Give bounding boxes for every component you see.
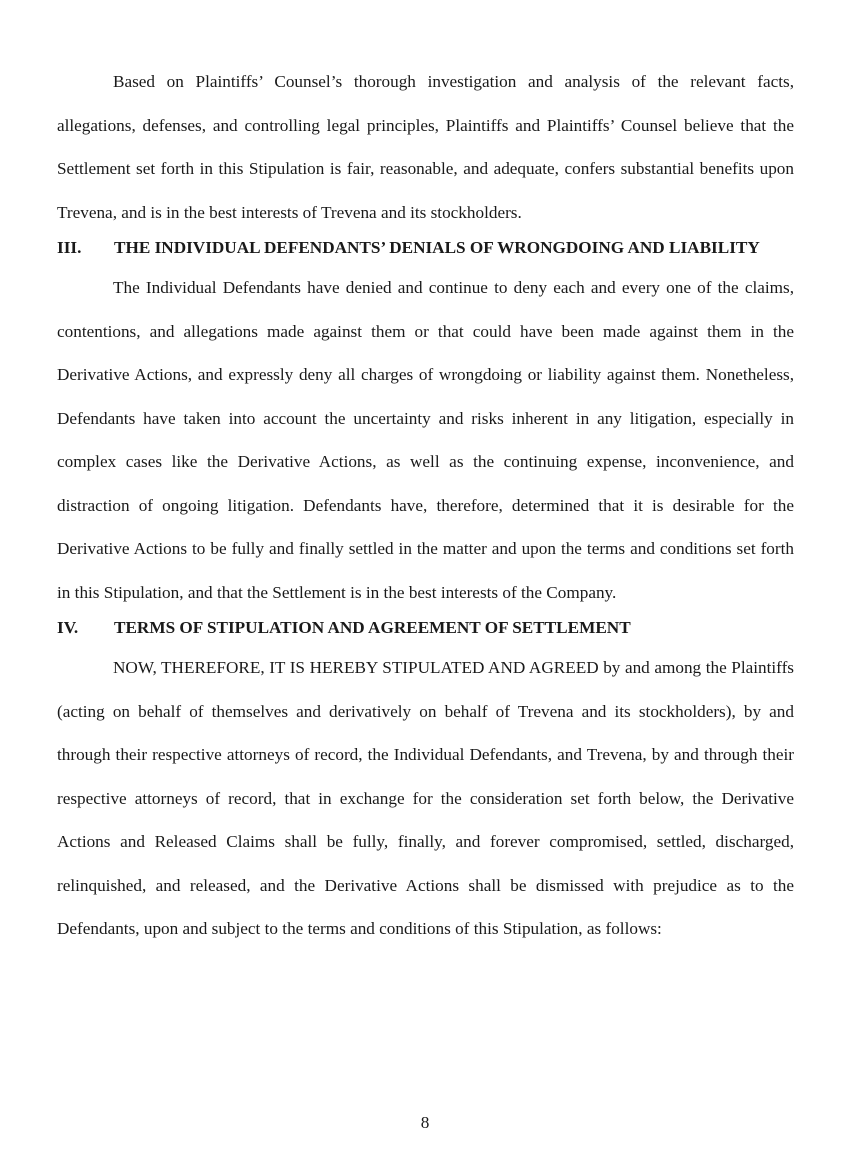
- section-iii-paragraph: The Individual Defendants have denied and continue to deny each and every one of the claims, contentions, and allegations made against them or that could have been made against them in the Derivative Actions, and expressly deny all charges of wrongdoing or liability against them. Nonetheless, Defendants have taken into account the uncertainty and risks inherent in any litigation, especially in complex cases like the Derivative Actions, as well as the continuing expense, inconvenience, and distraction of ongoing litigation. Defendants have, therefore, determined that it is desirable for the Derivative Actions to be fully and finally settled in the matter and upon the terms and conditions set forth in this Stipulation, and that the Settlement is in the best interests of the Company.: [57, 278, 794, 602]
- section-iv-number: IV.: [57, 618, 79, 637]
- intro-paragraph: Based on Plaintiffs’ Counsel’s thorough investigation and analysis of the relevant facts, allegations, defenses, and controlling legal principles, Plaintiffs and Plaintiffs’ Counsel believe that the Settlement set forth in this Stipulation is fair, reasonable, and adequate, confers substantial benefits upon Trevena, and is in the best interests of Trevena and its stockholders.: [57, 72, 794, 222]
- page-number: 8: [420, 1113, 430, 1132]
- section-iv-title: TERMS OF STIPULATION AND AGREEMENT OF SETTLEMENT: [114, 618, 631, 637]
- section-iii-heading: [57, 237, 794, 258]
- section-iv-heading: [57, 617, 794, 638]
- section-iv-paragraph: NOW, THEREFORE, IT IS HEREBY STIPULATED AND AGREED by and among the Plaintiffs (acting on behalf of themselves and derivatively on behalf of Trevena and its stockholders), by and through their respective attorneys of record, the Individual Defendants, and Trevena, by and through their respective attorneys of record, that in exchange for the consideration set forth below, the Derivative Actions and Released Claims shall be fully, finally, and forever compromised, settled, discharged, relinquished, and released, and the Derivative Actions shall be dismissed with prejudice as to the Defendants, upon and subject to the terms and conditions of this Stipulation, as follows:: [57, 658, 794, 938]
- section-iii-number: III.: [57, 238, 82, 257]
- document-page: [57, 60, 794, 951]
- section-iii-title: THE INDIVIDUAL DEFENDANTS’ DENIALS OF WRONGDOING AND LIABILITY: [114, 238, 760, 257]
